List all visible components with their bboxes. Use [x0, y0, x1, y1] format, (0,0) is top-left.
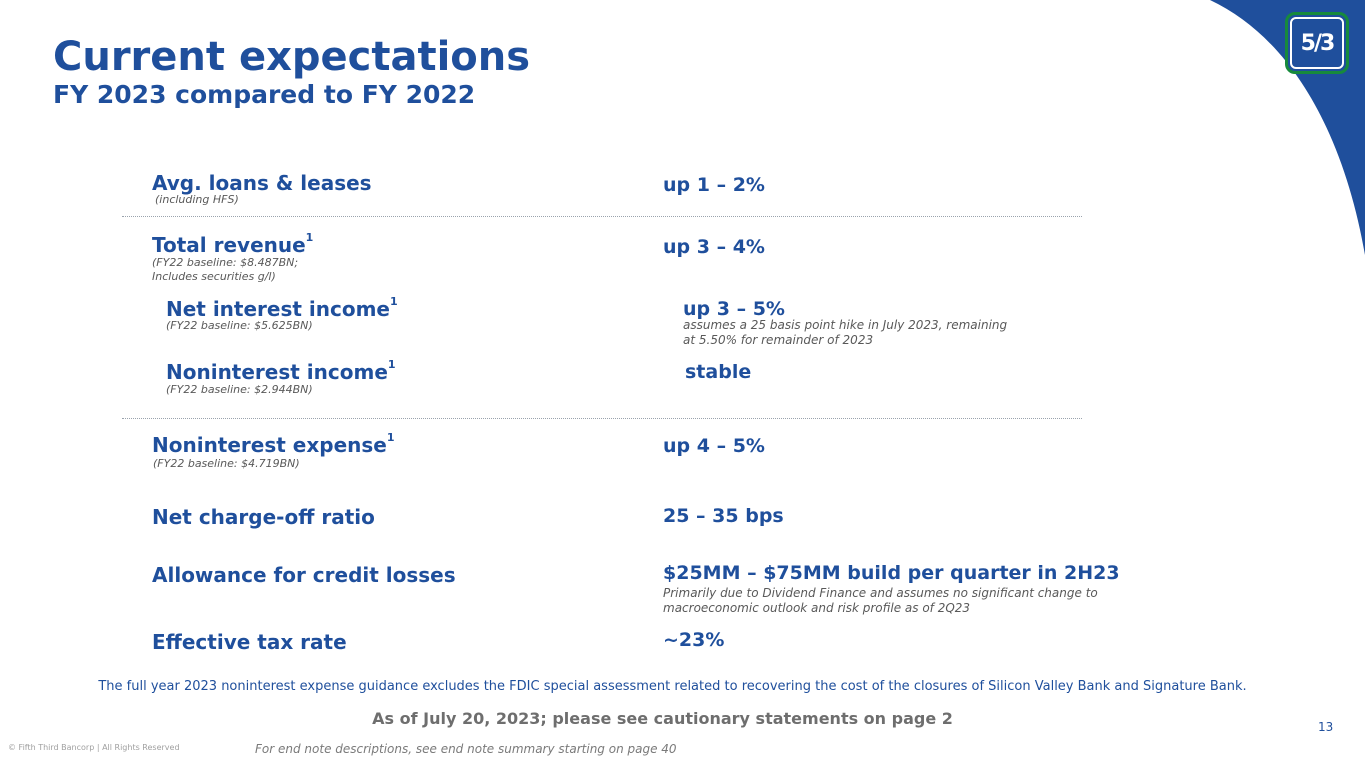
- footnote-marker: 1: [386, 431, 395, 444]
- section-divider: [122, 216, 1082, 217]
- total-revenue-note-line2: Includes securities g/l): [152, 270, 276, 283]
- page-subtitle: FY 2023 compared to FY 2022: [53, 80, 476, 109]
- noninterest-income-label: Noninterest income$^1$: [166, 358, 396, 384]
- avg-loans-label: Avg. loans & leases: [152, 171, 372, 195]
- footnote-marker: 1: [390, 295, 398, 308]
- endnote-reference: For end note descriptions, see end note summary starting on page 40: [255, 742, 677, 756]
- footnote-marker: 1: [305, 231, 314, 244]
- copyright-text: © Fifth Third Bancorp | All Rights Reserved: [8, 743, 180, 752]
- net-interest-income-label: Net interest income$^1$: [166, 295, 398, 321]
- noninterest-expense-label: Noninterest expense$^1$: [152, 431, 395, 457]
- page-title: Current expectations: [53, 34, 531, 80]
- noninterest-expense-note: (FY22 baseline: $4.719BN): [153, 457, 300, 470]
- total-revenue-value: up 3 – 4%: [663, 236, 765, 258]
- allowance-label: Allowance for credit losses: [152, 563, 456, 587]
- allowance-value: $25MM – $75MM build per quarter in 2H23: [663, 562, 1120, 584]
- avg-loans-note: (including HFS): [155, 193, 239, 206]
- net-interest-income-value-note-line1: assumes a 25 basis point hike in July 2023, remaining: [683, 318, 1008, 332]
- fifth-third-logo: [1285, 12, 1349, 74]
- noninterest-income-note: (FY22 baseline: $2.944BN): [166, 383, 313, 396]
- fdic-disclaimer: The full year 2023 noninterest expense guidance excludes the FDIC special assessment related to recovering the cost of the closures of Silicon Valley Bank and Signature Bank.: [98, 679, 1247, 694]
- total-revenue-note-line1: (FY22 baseline: $8.487BN;: [152, 256, 299, 269]
- net-chargeoff-value: 25 – 35 bps: [663, 505, 784, 527]
- noninterest-income-value: stable: [685, 361, 752, 383]
- as-of-statement: As of July 20, 2023; please see cautionary statements on page 2: [372, 709, 953, 728]
- tax-rate-label: Effective tax rate: [152, 630, 347, 654]
- page-number: 13: [1318, 720, 1334, 734]
- section-divider: [122, 418, 1082, 419]
- footnote-marker: 1: [387, 358, 396, 371]
- total-revenue-label: Total revenue$^1$: [152, 231, 314, 257]
- allowance-value-note-line1: Primarily due to Dividend Finance and assumes no significant change to: [663, 586, 1098, 600]
- net-interest-income-value: up 3 – 5%: [683, 298, 785, 320]
- net-chargeoff-label: Net charge-off ratio: [152, 505, 375, 529]
- noninterest-expense-value: up 4 – 5%: [663, 435, 765, 457]
- tax-rate-value: ~23%: [663, 629, 725, 651]
- net-interest-income-value-note-line2: at 5.50% for remainder of 2023: [683, 333, 874, 347]
- allowance-value-note-line2: macroeconomic outlook and risk profile as of 2Q23: [663, 601, 971, 615]
- avg-loans-value: up 1 – 2%: [663, 174, 765, 196]
- net-interest-income-note: (FY22 baseline: $5.625BN): [166, 319, 313, 332]
- logo-text: 5/3: [1290, 17, 1344, 69]
